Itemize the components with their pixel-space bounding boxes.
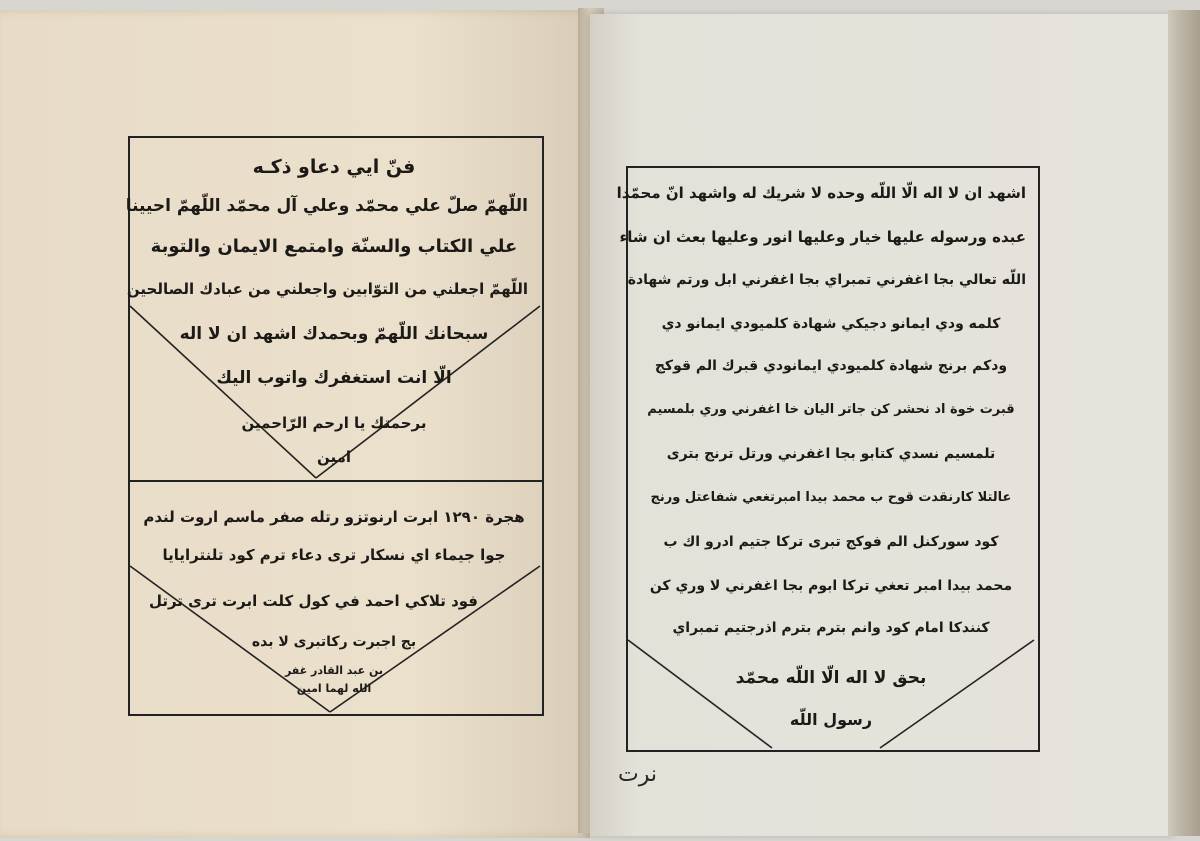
right-line-10: محمد بيدا امبر تعغي تركا ابوم بجا اغفرني لا وري كن [649,578,1013,594]
left-lower-line-2: جوا جيماء اي نسكار ترى دعاء ترم كود تلنترايايا [162,546,506,564]
left-lower-line-5: بن عبد القادر غفر [284,664,384,677]
left-lower-line-4: بج اجبرت ركاتبرى لا بده [251,634,417,650]
right-line-9: كود سوركنل الم فوكج تبرى تركا جتيم ادرو اك ب [663,534,999,550]
right-line-3: اللّه تعالي بجا اغفرني تمبراي بجا اغفرني ابل ورتم شهادة [627,272,1026,288]
left-upper-line-2: اللّهمّ صلّ علي محمّد وعلي آل محمّد اللّهمّ احيينا [125,196,528,216]
left-upper-line-6: الّا انت استغفرك واتوب اليك [216,368,452,388]
right-line-4: كلمه ودي ايمانو دجيكي شهادة كلميودي ايمانو دي [661,316,1001,332]
right-line-6: قبرت خوة اد نحشر كن جاتر اليان خا اغفرني وري بلمسيم [647,402,1015,417]
right-line-13: رسول اللّه [789,710,873,729]
right-line-1: اشهد ان لا اله الّا اللّه وحده لا شريك له واشهد انّ محمّدا [616,184,1026,202]
folio-mark: نرت [618,762,657,787]
right-line-12: بحق لا اله الّا اللّه محمّد [735,668,927,688]
right-line-2: عبده ورسوله عليها خيار وعليها انور وعليها بعث ان شاء [619,228,1026,246]
left-upper-line-8: امين [316,448,352,466]
left-lower-line-3: فود تلاكي احمد في كول كلت ابرت ترى ترتل [148,592,478,610]
left-upper-line-4: اللّهمّ اجعلني من التوّابين واجعلني من عبادك الصالحين [126,280,528,298]
right-line-5: ودكم برنج شهادة كلميودي ايمانودي قبرك الم قوكج [654,358,1008,374]
left-upper-line-7: برحمتك يا ارحم الرّاحمين [241,414,427,432]
right-line-11: كنندكا امام كود وانم بترم بترم اذرجتيم تمبراي [672,620,990,636]
left-lower-line-1: هجرة ١٢٩٠ ابرت ارنوتزو رتله صفر ماسم اروت لندم [143,508,525,526]
left-upper-line-5: سبحانك اللّهمّ وبحمدك اشهد ان لا اله [179,324,489,344]
left-upper-line-1: فنّ ايي دعاو ذكـه [252,156,416,178]
left-lower-line-6: الله لهما امين [296,682,372,695]
left-upper-line-3: علي الكتاب والسنّة وامتمع الايمان والتوبة [150,236,518,257]
right-line-7: تلمسيم نسدي كتابو بجا اغفرني ورتل ترنج بترى [666,446,996,462]
right-line-8: عالتلا كارنقدت قوح ب محمد بيدا امبرتغعي شفاعتل ورنج [650,490,1012,505]
